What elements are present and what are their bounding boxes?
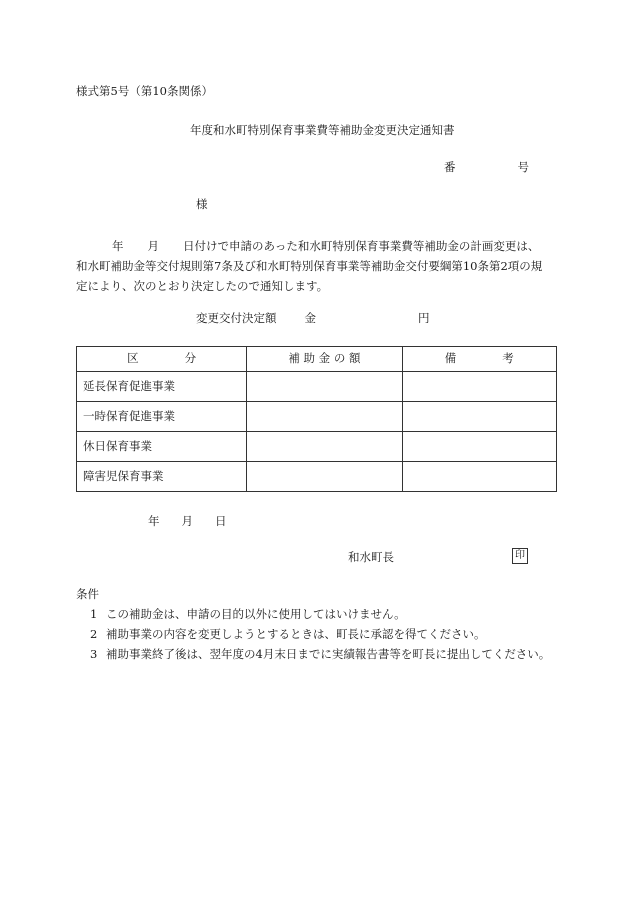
body-line3: 定により、次のとおり決定したので通知します。: [76, 279, 329, 293]
amount-label: 変更交付決定額: [196, 311, 277, 325]
condition-number: 3: [90, 647, 98, 661]
seal-stamp: 印: [512, 548, 528, 564]
row-amount: [247, 402, 402, 432]
table-header-row: [77, 347, 557, 372]
addressee-suffix: 様: [196, 197, 208, 211]
body-month: 月: [147, 239, 159, 253]
body-line1: 日付けで申請のあった和水町特別保育事業費等補助金の計画変更は、: [183, 239, 540, 253]
row-remarks: [402, 432, 556, 462]
row-amount: [247, 432, 402, 462]
form-number: 様式第5号（第10条関係）: [76, 84, 213, 98]
number-go: 号: [517, 160, 529, 174]
row-remarks: [402, 402, 556, 432]
condition-item: [90, 649, 550, 661]
row-category: 一時保育促進事業: [77, 402, 247, 432]
table-row: [77, 432, 557, 462]
document-title: 年度和水町特別保育事業費等補助金変更決定通知書: [190, 123, 455, 137]
amount-line: [196, 313, 430, 325]
row-category: 障害児保育事業: [77, 462, 247, 492]
row-remarks: [402, 372, 556, 402]
date-day: 日: [215, 514, 227, 528]
condition-text: 補助事業の内容を変更しようとするときは、町長に承認を得てください。: [106, 627, 486, 641]
row-category: 延長保育促進事業: [77, 372, 247, 402]
amount-kin: 金: [304, 311, 316, 325]
condition-item: [90, 629, 486, 641]
issuer-name: 和水町長: [348, 550, 394, 564]
condition-number: 1: [90, 607, 98, 621]
date-month: 月: [181, 514, 193, 528]
table-row: [77, 462, 557, 492]
date-year: 年: [148, 514, 160, 528]
table-row: [77, 372, 557, 402]
body-year: 年: [112, 239, 124, 253]
conditions-title: 条件: [76, 587, 99, 601]
table-row: [77, 402, 557, 432]
date-line: [148, 516, 227, 528]
row-amount: [247, 462, 402, 492]
header-remarks: 備 考: [402, 347, 556, 372]
grant-table: [76, 346, 557, 492]
condition-text: 補助事業終了後は、翌年度の4月末日までに実績報告書等を町長に提出してください。: [106, 647, 551, 661]
number-ban: 番: [444, 160, 456, 174]
header-amount: 補 助 金 の 額: [247, 347, 402, 372]
body-line2: 和水町補助金等交付規則第7条及び和水町特別保育事業等補助金交付要綱第10条第2項の規: [76, 259, 543, 273]
condition-number: 2: [90, 627, 98, 641]
header-category: 区 分: [77, 347, 247, 372]
amount-yen: 円: [418, 311, 430, 325]
row-amount: [247, 372, 402, 402]
condition-item: [90, 609, 406, 621]
row-category: 休日保育事業: [77, 432, 247, 462]
row-remarks: [402, 462, 556, 492]
body-text: [76, 236, 558, 296]
document-number-label: [444, 162, 529, 174]
condition-text: この補助金は、申請の目的以外に使用してはいけません。: [106, 607, 406, 621]
